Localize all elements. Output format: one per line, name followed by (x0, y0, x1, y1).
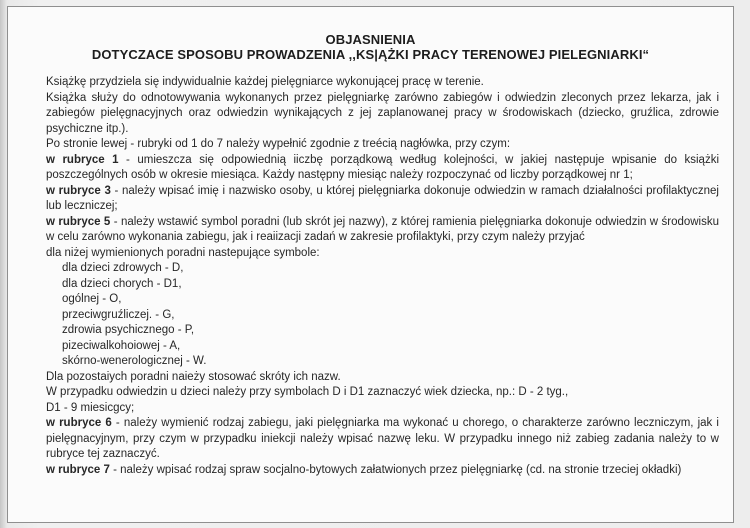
paragraph: zdrowia psychicznego - P, (62, 324, 195, 336)
paragraph: pizeciwalkohoiowej - A, (62, 339, 181, 352)
paragraph: Książkę przydziela się indywidualnie każdej pielęgniarce wykonującej pracę w terenie. (46, 76, 484, 88)
paragraph: Książka służy do odnotowywania wykonanych przez pielęgniarkę zarówno zabiegów i odwiedzin zleconych przez lekarza, jak i zabiegów pielęgnacyjnych oraz odwiedzin wynikających z jej zaplanowanej pracy w środowiskach (dziecko, gruźlica, zdrowie psychiczne itp.). (46, 91, 719, 135)
document-subtitle: DOTYCZACE SPOSOBU PROWADZENIA ,,KS|ĄŻKI PRACY TERENOWEJ PIELEGNIARKI“ (91, 47, 650, 62)
rubric-label: w rubryce 3 (46, 184, 111, 197)
document-page (7, 6, 734, 523)
paragraph: w rubryce 3 - należy wpisać imię i nazwisko osoby, u której pielęgniarka dokonuje odwiedzin w ramach działalności profilaktycznej lub leczniczej; (46, 184, 719, 212)
rubric-label: w rubryce 7 (46, 463, 110, 476)
paragraph: Po stronie lewej - rubryki od 1 do 7 należy wypełnić zgodnie z treécią nagłówka, przy czym: (46, 138, 511, 150)
paragraph: dla niżej wymienionych poradni nastepujące symbole: (46, 246, 320, 259)
rubric-label: w rubryce 6 (46, 417, 112, 429)
document-title: OBJASNIENIA (325, 32, 416, 47)
rubric-label: w rubryce 5 (46, 215, 111, 228)
paragraph: w rubryce 7 - należy wpisać rodzaj spraw socjalno-bytowych załatwionych przez pielęgniarkę (cd. na stronie trzeciej okładki) (46, 463, 682, 476)
paragraph: w rubryce 6 - należy wymienić rodzaj zabiegu, jaki pielęgniarka ma wykonać u chorego, o charakterze zarówno leczniczym, jak i pielęgnacyjnym, przy czym w przypadku iniekcji należy wpisać nazwę leku. W przypadku innego niż zabieg zadania należy to w rubryce tej zaznaczyć. (46, 417, 719, 460)
paragraph: skórno-wenerologicznej - W. (62, 355, 207, 367)
paragraph: dla dzieci zdrowych - D, (62, 262, 184, 274)
paragraph: przeciwgruźliczej. - G, (62, 308, 175, 321)
document-title-block (8, 32, 733, 62)
rubric-label: w rubryce 1 (46, 153, 119, 166)
paragraph: w rubryce 5 - należy wstawić symbol poradni (lub skrót jej nazwy), z której ramienia pielęgniarka dokonuje odwiedzin w środowisku w celu zarówno wykonania zabiegu, jak i reaiizacji zadań w zakresie profilaktyki, przy czym należy przyjać (46, 215, 720, 243)
paragraph: w rubryce 1 - umieszcza się odpowiednią iiczbę porządkową według kolejności, w jakiej następuje wpisanie do książki poszczególnych osób w okresie miesiąca. Każdy następny miesiąc należy rozpoczynać od liczby porządkowej nr 1; (46, 153, 720, 181)
paragraph: D1 - 9 miesicgcy; (46, 401, 135, 414)
paragraph: dla dzieci chorych - D1, (62, 277, 182, 290)
document-body (46, 75, 719, 478)
paragraph: ogólnej - O, (62, 293, 122, 305)
paragraph: Dla pozostaiych poradni naieży stosować skróty ich nazw. (46, 370, 341, 383)
paragraph: W przypadku odwiedzin u dzieci należy przy symbolach D i D1 zaznaczyć wiek dziecka, np.: D - 2 tyg., (46, 386, 569, 398)
